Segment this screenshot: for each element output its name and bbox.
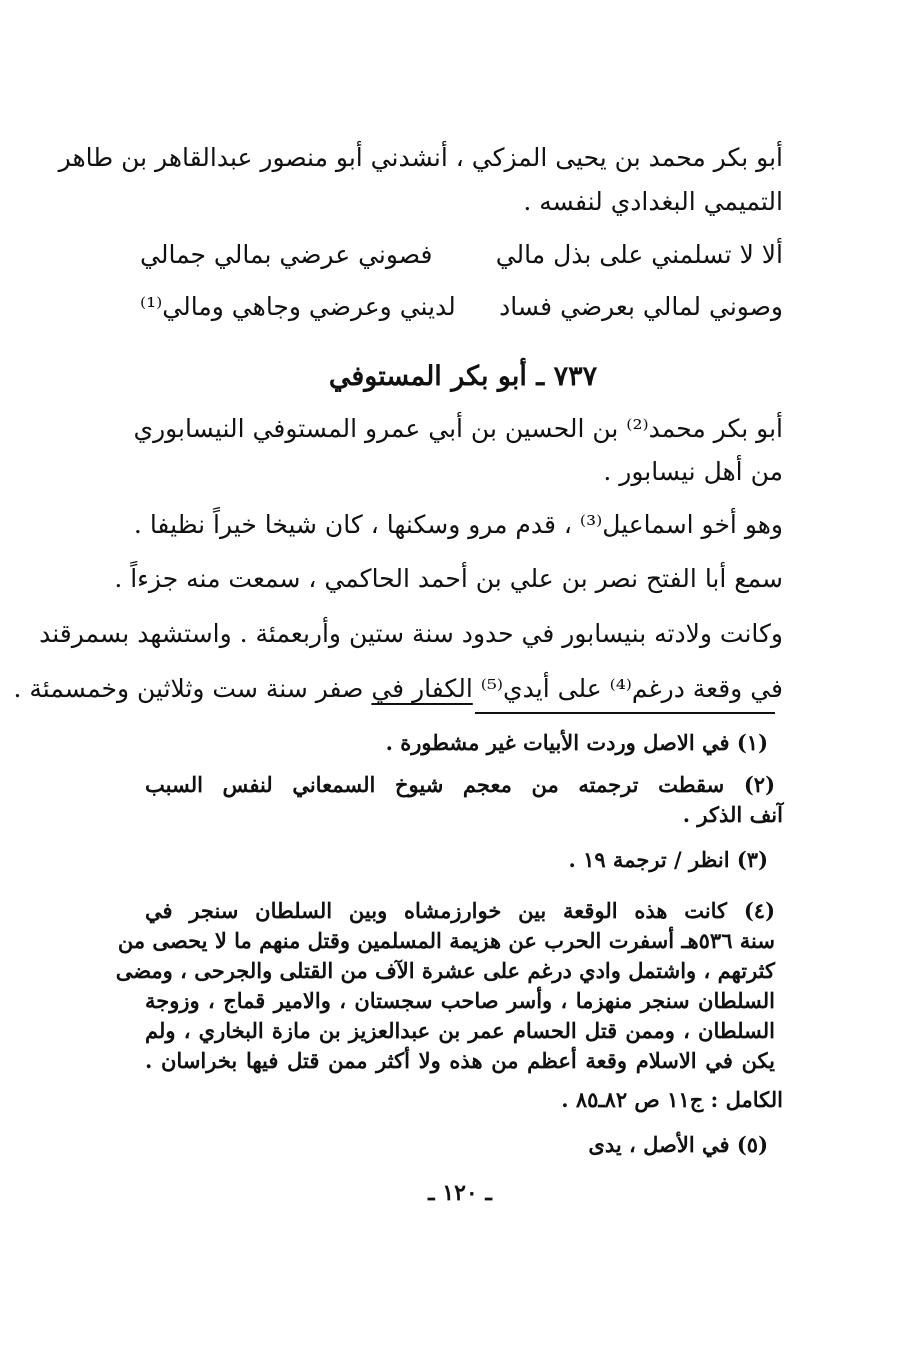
bio-line-6-end: صفر سنة ست وثلاثين وخمسمئة . (13, 674, 372, 703)
footnote-2-line-2: آنف الذكر . (682, 802, 783, 827)
bio-line-1: أبو بكر محمد⁽²⁾ بن الحسين بن أبي عمرو المستوفي النيسابوري (133, 414, 783, 443)
page-number: ـ ١٢٠ ـ (428, 1180, 492, 1206)
verse-2-second-hemistich: لديني وعرضي وجاهي ومالي⁽¹⁾ (140, 292, 456, 321)
bio-line-5: وكانت ولادته بنيسابور في حدود سنة ستين وأربعمئة . واستشهد بسمرقند (39, 619, 783, 648)
footnote-4-line-1: (٤) كانت هذه الوقعة بين خوارزمشاه وبين السلطان سنجر في (145, 898, 775, 923)
footnote-4-line-6: يكن في الاسلام وقعة أعظم من هذه ولا أكثر ممن قتل فيها بخراسان . (145, 1048, 775, 1073)
footnote-4-line-4: السلطان سنجر منهزما ، وأسر صاحب سجستان ، والامير قماج ، وزوجة (145, 988, 775, 1013)
verse-2-first-hemistich: وصوني لمالي بعرضي فساد (499, 292, 783, 321)
bio-line-6-underlined: الكفار في (371, 674, 473, 703)
bio-line-3: وهو أخو اسماعيل⁽³⁾ ، قدم مرو وسكنها ، كان شيخا خيراً نظيفا . (133, 510, 783, 539)
footnote-4-line-3: كثرتهم ، واشتمل وادي درغم على عشرة الآف من القتلى والجرحى ، ومضى (115, 958, 775, 983)
footnote-4-line-7: الكامل : ج١١ ص ٨٢ـ٨٥ . (561, 1087, 783, 1112)
footnote-4-line-2: سنة ٥٣٦هـ أسفرت الحرب عن هزيمة المسلمين وقتل منهم ما لا يحصى من (117, 928, 775, 953)
footnote-3: (٣) انظر / ترجمة ١٩ . (568, 847, 768, 872)
footnote-separator (475, 712, 775, 714)
intro-line-2: التميمي البغدادي لنفسه . (523, 187, 783, 216)
footnote-4-line-5: السلطان ، وممن قتل الحسام عمر بن عبدالعزيز بن مازة البخاري ، ولم (145, 1018, 775, 1043)
bio-line-4: سمع أبا الفتح نصر بن علي بن أحمد الحاكمي ، سمعت منه جزءاً . (114, 564, 783, 593)
verse-1-first-hemistich: ألا لا تسلمني على بذل مالي (495, 240, 783, 269)
bio-line-2: من أهل نيسابور . (603, 457, 783, 486)
bio-line-6-start: في وقعة درغم⁽⁴⁾ على أيدي⁽⁵⁾ (472, 674, 783, 703)
footnote-5: (٥) في الأصل ، يدى (588, 1132, 768, 1157)
verse-1-second-hemistich: فصوني عرضي بمالي جمالي (140, 240, 433, 269)
footnote-2-line-1: (٢) سقطت ترجمته من معجم شيوخ السمعاني لنفس السبب (145, 772, 775, 797)
bio-line-6 (13, 672, 783, 706)
footnote-1: (١) في الاصل وردت الأبيات غير مشطورة . (385, 730, 768, 755)
entry-heading: ٧٣٧ ـ أبو بكر المستوفي (328, 361, 598, 392)
intro-line-1: أبو بكر محمد بن يحيى المزكي ، أنشدني أبو منصور عبدالقاهر بن طاهر (58, 143, 783, 172)
